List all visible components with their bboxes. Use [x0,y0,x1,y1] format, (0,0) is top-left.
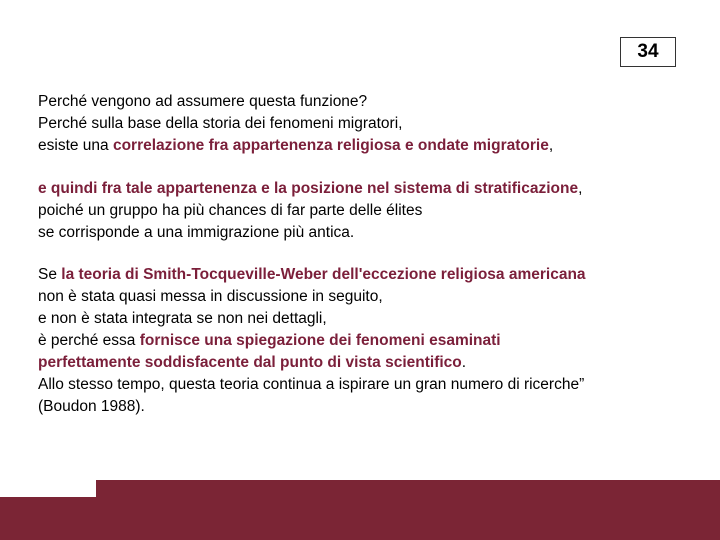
text-line [38,91,698,113]
highlighted-text: la teoria di Smith-Tocqueville-Weber dell'eccezione religiosa americana [61,266,586,283]
footer-bar [96,480,720,540]
body-text: esiste una [38,137,113,154]
highlighted-text: e quindi fra tale appartenenza e la posizione nel sistema di stratificazione [38,180,579,197]
body-text: , [578,180,583,197]
body-text: non è stata quasi messa in discussione in seguito, [38,288,383,305]
text-line [38,135,698,157]
text-line [38,330,698,352]
highlighted-text: correlazione fra appartenenza religiosa e ondate migratorie [112,137,549,154]
body-text: e non è stata integrata se non nei dettagli, [38,310,327,327]
text-line [38,286,698,308]
text-line [38,264,698,286]
highlighted-text: perfettamente soddisfacente dal punto di vista scientifico [38,354,462,371]
body-text: è perché essa [38,332,140,349]
body-text: poiché un gruppo ha più chances di far parte delle élites [38,202,423,219]
body-text: . [461,354,467,371]
footer-bar-left [0,497,96,540]
text-line [38,200,698,222]
text-line [38,374,698,396]
text-line [38,222,698,244]
body-text: Perché sulla base della storia dei fenomeni migratori, [38,115,403,132]
paragraph-3 [38,264,698,418]
body-text: (Boudon 1988). [38,398,145,415]
body-text: se corrisponde a una immigrazione più antica. [38,224,355,241]
paragraph-2 [38,178,698,244]
text-line [38,178,698,200]
page-number: 34 [620,37,676,67]
text-line [38,352,698,374]
text-line [38,308,698,330]
highlighted-text: fornisce una spiegazione dei fenomeni esaminati [139,332,501,349]
text-line [38,113,698,135]
text-line [38,396,698,418]
body-text: Allo stesso tempo, questa teoria continua a ispirare un gran numero di ricerche” [38,376,585,393]
body-text: Se [38,266,62,283]
body-text: Perché vengono ad assumere questa funzione? [38,93,368,110]
paragraph-1 [38,91,698,157]
body-text: , [548,137,554,154]
